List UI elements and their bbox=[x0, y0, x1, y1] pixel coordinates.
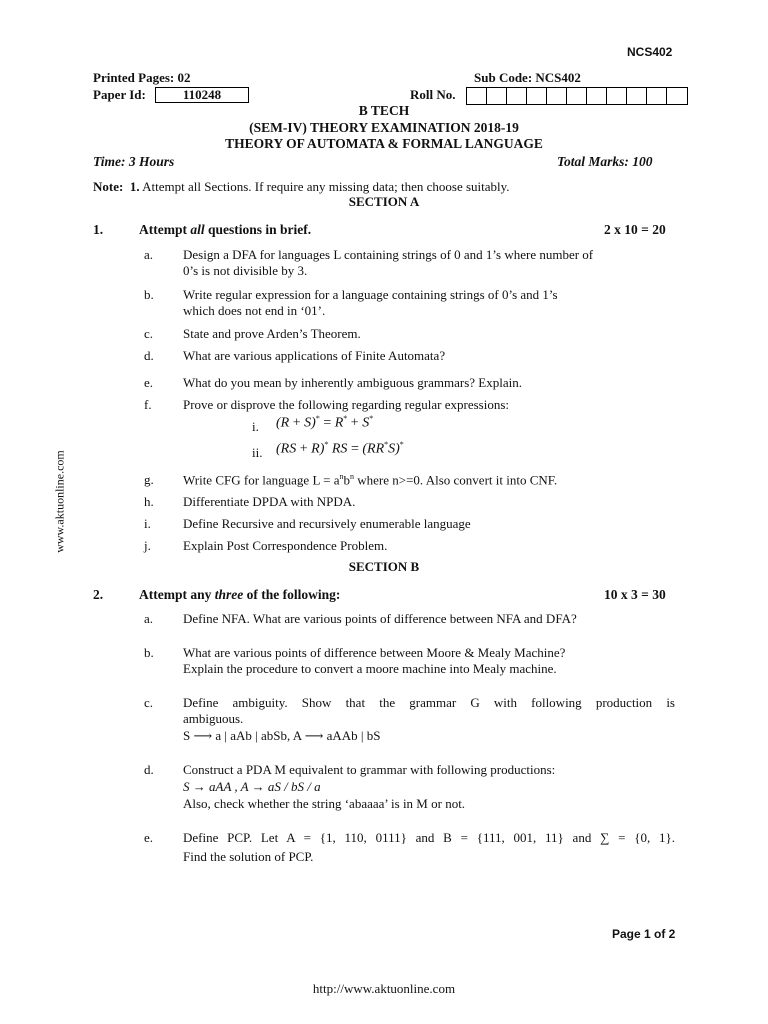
item-text: Also, check whether the string ‘abaaaa’ is in M or not. bbox=[183, 796, 466, 811]
regex-formula-1: (R + S)* = R* + S* bbox=[276, 414, 374, 431]
question-1-marks: 2 x 10 = 20 bbox=[604, 222, 666, 237]
item-label: a. bbox=[144, 247, 154, 262]
item-text: Prove or disprove the following regarding regular expressions: bbox=[183, 397, 510, 412]
question-1-number: 1. bbox=[93, 222, 104, 237]
item-text: Write regular expression for a language containing strings of 0’s and 1’s bbox=[183, 287, 558, 302]
item-label: c. bbox=[144, 326, 154, 341]
regex-formula-2: (RS + R)* RS = (RR*S)* bbox=[276, 440, 404, 457]
roll-cell bbox=[627, 88, 647, 104]
question-1-instruction: Attempt all questions in brief. bbox=[139, 222, 312, 237]
item-text: What are various points of difference between Moore & Mealy Machine? bbox=[183, 645, 566, 660]
item-label: h. bbox=[144, 494, 154, 509]
item-label: g. bbox=[144, 472, 154, 487]
item-text: Construct a PDA M equivalent to grammar with following productions: bbox=[183, 762, 556, 777]
roll-cell bbox=[507, 88, 527, 104]
item-text: Design a DFA for languages L containing strings of 0 and 1’s where number of bbox=[183, 247, 594, 262]
item-label: b. bbox=[144, 645, 154, 660]
item-text: Define NFA. What are various points of difference between NFA and DFA? bbox=[183, 611, 577, 626]
pda-productions: S → aAA , A → aS / bS / a bbox=[183, 779, 321, 794]
item-label: j. bbox=[144, 538, 151, 553]
grammar-productions: S ⟶ a | aAb | abSb, A ⟶ aAAb | bS bbox=[183, 728, 381, 743]
sub-label: ii. bbox=[252, 445, 263, 460]
item-text: Define PCP. Let A = {1, 110, 0111} and B = {111, 001, 11} and ∑ = {0, 1}. bbox=[183, 830, 675, 845]
item-text: What are various applications of Finite Automata? bbox=[183, 348, 446, 363]
item-text: Define ambiguity. Show that the grammar G with following production is bbox=[183, 695, 675, 710]
item-label: e. bbox=[144, 375, 154, 390]
item-label: a. bbox=[144, 611, 154, 626]
section-b-title: SECTION B bbox=[348, 559, 420, 574]
question-2-instruction: Attempt any three of the following: bbox=[139, 587, 341, 602]
question-2-number: 2. bbox=[93, 587, 104, 602]
item-label: c. bbox=[144, 695, 154, 710]
note: Note: 1. Attempt all Sections. If require any missing data; then choose suitably. bbox=[93, 179, 510, 194]
item-text: What do you mean by inherently ambiguous grammars? Explain. bbox=[183, 375, 522, 390]
item-label: i. bbox=[144, 516, 151, 531]
roll-cell bbox=[607, 88, 627, 104]
item-text: Explain Post Correspondence Problem. bbox=[183, 538, 388, 553]
roll-cell bbox=[547, 88, 567, 104]
question-2-marks: 10 x 3 = 30 bbox=[604, 587, 666, 602]
item-text: Explain the procedure to convert a moore machine into Mealy machine. bbox=[183, 661, 557, 676]
roll-cell bbox=[527, 88, 547, 104]
page-number: Page 1 of 2 bbox=[612, 927, 676, 941]
exam-title: (SEM-IV) THEORY EXAMINATION 2018-19 bbox=[249, 120, 519, 135]
section-a-title: SECTION A bbox=[348, 194, 420, 209]
item-label: f. bbox=[144, 397, 152, 412]
item-text: Define Recursive and recursively enumerable language bbox=[183, 516, 471, 531]
item-label: d. bbox=[144, 762, 154, 777]
item-text: Differentiate DPDA with NPDA. bbox=[183, 494, 356, 509]
subject-title: THEORY OF AUTOMATA & FORMAL LANGUAGE bbox=[225, 136, 543, 151]
roll-no-label: Roll No. bbox=[410, 87, 456, 102]
item-text: 0’s is not divisible by 3. bbox=[183, 263, 308, 278]
item-label: e. bbox=[144, 830, 154, 845]
roll-cell bbox=[567, 88, 587, 104]
item-text: which does not end in ‘01’. bbox=[183, 303, 326, 318]
roll-cell bbox=[587, 88, 607, 104]
time-allowed: Time: 3 Hours bbox=[93, 154, 175, 169]
footer-url: http://www.aktuonline.com bbox=[312, 981, 456, 996]
item-text: ambiguous. bbox=[183, 711, 244, 726]
roll-cell bbox=[487, 88, 507, 104]
item-label: d. bbox=[144, 348, 154, 363]
item-text: Write CFG for language $L = a^nb^n$ where n>=0. Also convert it into CNF. bbox=[183, 472, 558, 488]
printed-pages: Printed Pages: 02 bbox=[93, 70, 191, 85]
paper-code-top: NCS402 bbox=[627, 45, 673, 59]
sub-label: i. bbox=[252, 419, 259, 434]
item-text: Find the solution of PCP. bbox=[183, 849, 314, 864]
side-url-watermark: www.aktuonline.com bbox=[52, 450, 67, 553]
total-marks: Total Marks: 100 bbox=[557, 154, 653, 169]
paper-id-label: Paper Id: bbox=[93, 87, 146, 102]
item-text: State and prove Arden’s Theorem. bbox=[183, 326, 361, 341]
degree-title: B TECH bbox=[358, 103, 410, 118]
sub-code: Sub Code: NCS402 bbox=[474, 70, 581, 85]
roll-cell bbox=[667, 88, 687, 104]
roll-cell bbox=[467, 88, 487, 104]
item-label: b. bbox=[144, 287, 154, 302]
roll-cell bbox=[647, 88, 667, 104]
paper-id-box: 110248 bbox=[155, 87, 249, 103]
